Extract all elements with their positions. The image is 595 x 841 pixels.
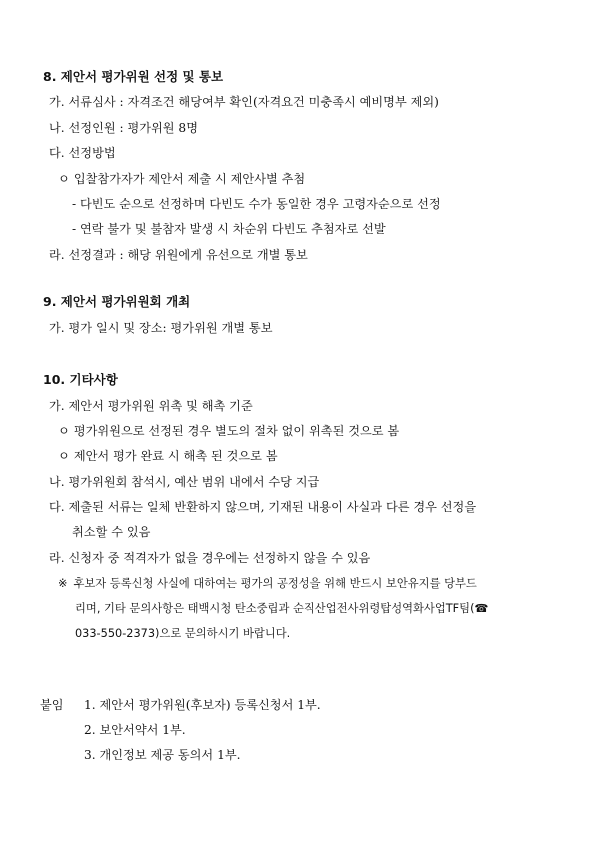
note-text: 후보자 등록신청 사실에 대하여는 평가의 공정성을 위해 반드시 보안유지를 당부드 (73, 577, 477, 590)
section-10-item-c-line-1: 다. 제출된 서류는 일체 반환하지 않으며, 기재된 내용이 사실과 다른 경우 선정을 (49, 500, 477, 514)
bullet-text: 입찰참가자가 제안서 제출 시 제안사별 추첨 (73, 172, 306, 186)
section-9-title: 9. 제안서 평가위원회 개최 (43, 294, 191, 309)
attachments-label: 붙임 (40, 698, 64, 712)
section-10-item-d: 라. 신청자 중 적격자가 없을 경우에는 선정하지 않을 수 있음 (49, 551, 371, 565)
bullet-text: 제안서 평가 완료 시 해촉 된 것으로 봄 (73, 449, 278, 463)
section-8-dash-1: - 다빈도 순으로 선정하며 다빈도 수가 동일한 경우 고령자순으로 선정 (72, 197, 441, 211)
section-10-item-a: 가. 제안서 평가위원 위촉 및 해촉 기준 (49, 399, 253, 413)
section-9-item-a: 가. 평가 일시 및 장소: 평가위원 개별 통보 (49, 321, 273, 335)
section-10-bullet-1 (58, 423, 399, 439)
section-8-item-b: 나. 선정인원 : 평가위원 8명 (49, 121, 198, 135)
section-8-title: 8. 제안서 평가위원 선정 및 통보 (43, 69, 224, 84)
note-line-1 (58, 576, 477, 592)
section-8-item-d: 라. 선정결과 : 해당 위원에게 유선으로 개별 통보 (49, 248, 308, 262)
section-10-item-c-line-2: 취소할 수 있음 (72, 525, 151, 539)
section-10-bullet-2 (58, 448, 278, 464)
section-10-title: 10. 기타사항 (43, 372, 118, 387)
section-8-item-a: 가. 서류심사 : 자격조건 해당여부 확인(자격요건 미충족시 예비명부 제외) (49, 95, 439, 109)
section-8-bullet (58, 171, 305, 187)
circle-bullet-icon: ㅇ (58, 172, 70, 186)
note-line-2: 리며, 기타 문의사항은 태백시청 탄소중립과 순직산업전사위령탑성역화사업TF팀(☎ (75, 602, 489, 615)
note-line-3: 033-550-2373)으로 문의하시기 바랍니다. (75, 627, 291, 640)
section-8-item-c: 다. 선정방법 (49, 146, 116, 160)
attachment-item-3: 3. 개인정보 제공 동의서 1부. (84, 748, 241, 762)
attachment-item-1: 1. 제안서 평가위원(후보자) 등록신청서 1부. (84, 698, 321, 712)
section-8-dash-2: - 연락 불가 및 불참자 발생 시 차순위 다빈도 추첨자로 선발 (72, 222, 386, 236)
circle-bullet-icon: ㅇ (58, 449, 70, 463)
attachment-item-2: 2. 보안서약서 1부. (84, 723, 186, 737)
circle-bullet-icon: ㅇ (58, 424, 70, 438)
reference-mark-icon: ※ (58, 577, 68, 590)
section-10-item-b: 나. 평가위원회 참석시, 예산 범위 내에서 수당 지급 (49, 475, 320, 489)
bullet-text: 평가위원으로 선정된 경우 별도의 절차 없이 위촉된 것으로 봄 (73, 424, 400, 438)
